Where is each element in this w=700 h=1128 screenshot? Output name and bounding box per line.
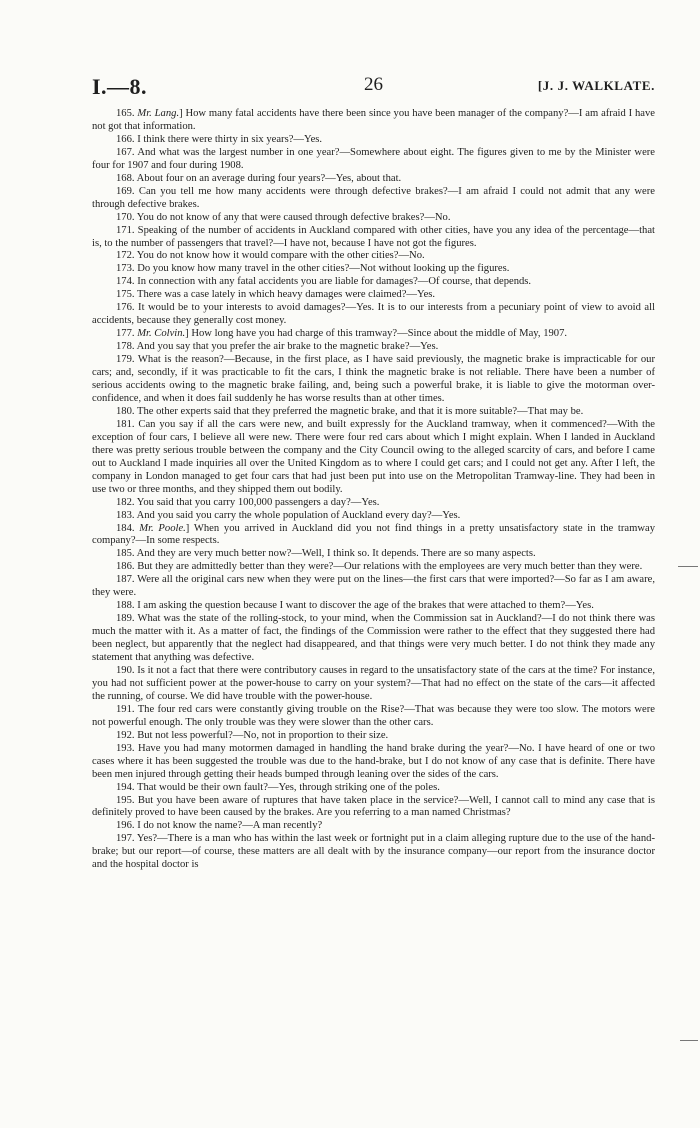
paragraph-text: 196. I do not know the name?—A man recently?	[116, 820, 323, 832]
paragraph-text: 195. But you have been aware of ruptures that have taken place in the service?—Well, I cannot call to mind any case that is definitely proved to have been caused by the brakes. Are you referring to a man named Christmas?	[92, 794, 655, 819]
page-header	[92, 74, 655, 100]
paragraph-text: 193. Have you had many motormen damaged in handling the hand brake during the year?—No. I have heard of one or two cases where it has been suggested the trouble was due to the hand-brake, but I do not know of any case that is definite. There have been men injured through getting their heads bumped through leaning over the sides of the cars.	[92, 742, 655, 780]
paragraph-text: 172. You do not know how it would compare with the other cities?—No.	[116, 250, 425, 262]
testimony-paragraph	[92, 574, 655, 600]
testimony-paragraph	[92, 782, 655, 795]
paragraph-text: 194. That would be their own fault?—Yes, through striking one of the poles.	[116, 781, 440, 793]
paragraph-text: 189. What was the state of the rolling-stock, to your mind, when the Commission sat in Auckland?—I do not think there was much the matter with it. As a matter of fact, the findings of the Commission were rather to the effect that they suggested there had been neglect, but apparently that the neglect had disappeared, and that things were very much better. I do not think they made any statement that anything was defective.	[92, 613, 655, 664]
testimony-paragraph	[92, 108, 655, 134]
paragraph-text: 180. The other experts said that they preferred the magnetic brake, and that it is more suitable?—That may be.	[116, 405, 584, 417]
paragraph-text: 173. Do you know how many travel in the other cities?—Not without looking up the figures.	[116, 263, 510, 275]
testimony-paragraph	[92, 730, 655, 743]
paragraph-text: 167. And what was the largest number in one year?—Somewhere about eight. The figures given to me by the Minister were four for 1907 and four during 1908.	[92, 146, 655, 171]
paragraph-text: 185. And they are very much better now?—Well, I think so. It depends. There are so many aspects.	[116, 548, 536, 560]
paragraph-text: 183. And you said you carry the whole population of Auckland every day?—Yes.	[116, 509, 461, 521]
witness-name: [J. J. WALKLATE.	[537, 78, 655, 93]
testimony-paragraph	[92, 250, 655, 263]
testimony-paragraph	[92, 302, 655, 328]
testimony-paragraph	[92, 406, 655, 419]
testimony-paragraph	[92, 341, 655, 354]
paragraph-text: 181. Can you say if all the cars were new, and built expressly for the Auckland tramway, when it commenced?—With the exception of four cars, I believe all were new. There were four red cars about which I might explain. When I landed in Auckland there was pretty serious trouble between the company and the City Council owing to the alleged scarcity of cars, and before I came out to Auckland I made inquiries all over the United Kingdom as to where I could get cars; and I could not get any. After I left, the company in London managed to get four cars that had just been put into use on the Metropolitan Tramway-line. They had been in use two or three months, and they shipped them out bodily.	[92, 418, 655, 495]
testimony-paragraph	[92, 613, 655, 665]
paragraph-text: 175. There was a case lately in which heavy damages were claimed?—Yes.	[116, 289, 436, 301]
testimony-paragraph	[92, 704, 655, 730]
testimony-paragraph	[92, 600, 655, 613]
paragraph-text: 178. And you say that you prefer the air brake to the magnetic brake?—Yes.	[116, 341, 439, 353]
margin-mark	[680, 1040, 698, 1041]
testimony-paragraph	[92, 419, 655, 497]
testimony-body	[92, 108, 655, 872]
question-number: 184.	[116, 522, 140, 534]
paragraph-text: 187. Were all the original cars new when they were put on the lines—the first cars that were imported?—So far as I am aware, they were.	[92, 574, 655, 599]
paragraph-text: 168. About four on an average during four years?—Yes, about that.	[116, 172, 402, 184]
testimony-paragraph	[92, 276, 655, 289]
paragraph-text: 188. I am asking the question because I want to discover the age of the brakes that were attached to them?—Yes.	[116, 600, 594, 612]
paragraph-text: ] How many fatal accidents have there been since you have been manager of the company?—I am afraid I have not got that information.	[92, 108, 655, 132]
page-number: 26	[364, 74, 383, 95]
testimony-paragraph	[92, 497, 655, 510]
testimony-paragraph	[92, 225, 655, 251]
speaker-name: Mr. Colvin.	[137, 328, 186, 340]
paragraph-text: 170. You do not know of any that were caused through defective brakes?—No.	[116, 211, 451, 223]
testimony-paragraph	[92, 134, 655, 147]
testimony-paragraph	[92, 147, 655, 173]
paragraph-text: ] How long have you had charge of this tramway?—Since about the middle of May, 1907.	[185, 328, 568, 340]
question-number: 165.	[116, 108, 138, 119]
testimony-paragraph	[92, 548, 655, 561]
paragraph-text: ] When you arrived in Auckland did you not find things in a pretty unsatisfactory state in the tramway company?—In some respects.	[92, 522, 655, 547]
paragraph-text: 179. What is the reason?—Because, in the first place, as I have said previously, the magnetic brake is impracticable for our cars; and, secondly, if it was practicable to fit the cars, I think the magnetic brake is not reliable. There have been a number of serious accidents owing to the magnetic brake failing, and, being such a powerful brake, it is liable to give the motorman over-confidence, and when it does fail suddenly he has worse results than at other times.	[92, 354, 655, 404]
testimony-paragraph	[92, 212, 655, 225]
paragraph-text: 197. Yes?—There is a man who has within the last week or fortnight put in a claim alleging rupture due to the use of the hand-brake; but our report—of course, these matters are all dealt with by the insurance company—our report from the insurance doctor and the hospital doctor is	[92, 833, 655, 871]
paragraph-text: 169. Can you tell me how many accidents were through defective brakes?—I am afraid I could not admit that any were through defective brakes.	[92, 185, 655, 210]
testimony-paragraph	[92, 328, 655, 341]
paragraph-text: 176. It would be to your interests to avoid damages?—Yes. It is to our interests from a pecuniary point of view to avoid all accidents, because they generally cost money.	[92, 302, 655, 327]
testimony-paragraph	[92, 833, 655, 872]
testimony-paragraph	[92, 820, 655, 833]
paragraph-text: 182. You said that you carry 100,000 passengers a day?—Yes.	[116, 496, 380, 508]
speaker-name: Mr. Lang.	[137, 108, 180, 119]
testimony-paragraph	[92, 289, 655, 302]
paragraph-text: 174. In connection with any fatal accidents you are liable for damages?—Of course, that depends.	[116, 276, 532, 288]
paragraph-text: 166. I think there were thirty in six years?—Yes.	[116, 133, 323, 145]
paragraph-text: 191. The four red cars were constantly giving trouble on the Rise?—That was because they were too slow. The motors were not powerful enough. The only trouble was they were slower than the other cars.	[92, 703, 655, 728]
testimony-paragraph	[92, 510, 655, 523]
testimony-paragraph	[92, 795, 655, 821]
testimony-paragraph	[92, 173, 655, 186]
paragraph-text: 186. But they are admittedly better than they were?—Our relations with the employees are very much better than they were.	[116, 561, 643, 573]
testimony-paragraph	[92, 561, 655, 574]
speaker-name: Mr. Poole.	[139, 522, 186, 534]
paragraph-text: 192. But not less powerful?—No, not in proportion to their size.	[116, 729, 389, 741]
testimony-paragraph	[92, 523, 655, 549]
testimony-paragraph	[92, 186, 655, 212]
paragraph-text: 190. Is it not a fact that there were contributory causes in regard to the unsatisfactory state of the cars at the time? For instance, you had not sufficient power at the power-house to carry on your system?—That had no effect on the state of the cars—it affected the running, of course. We did have trouble with the power-house.	[92, 664, 655, 702]
parliamentary-paper-number: I.—8.	[92, 74, 148, 99]
testimony-paragraph	[92, 354, 655, 406]
testimony-paragraph	[92, 665, 655, 704]
testimony-paragraph	[92, 263, 655, 276]
question-number: 177.	[116, 328, 138, 340]
paragraph-text: 171. Speaking of the number of accidents in Auckland compared with other cities, have you any idea of the percentage—that is, to the number of passengers that travel?—I have not, because I have not got the figures.	[92, 224, 655, 249]
margin-mark	[678, 566, 698, 567]
testimony-paragraph	[92, 743, 655, 782]
